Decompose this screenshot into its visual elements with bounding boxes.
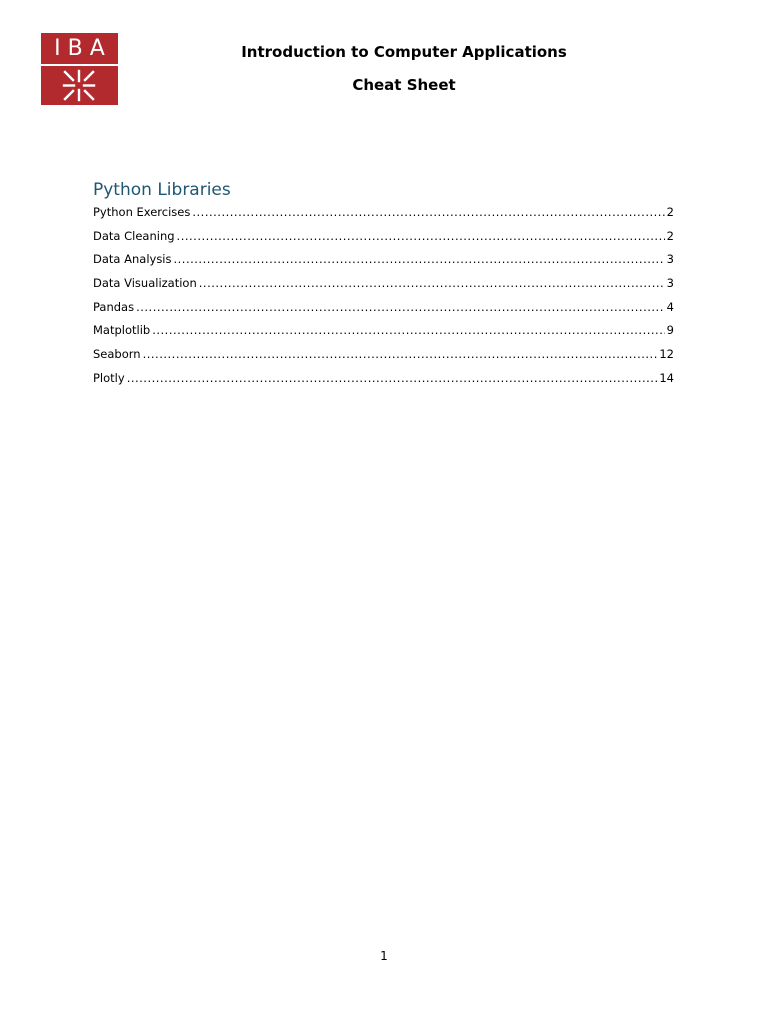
document-subtitle: Cheat Sheet bbox=[352, 76, 456, 94]
toc-entry-page: 2 bbox=[666, 228, 674, 243]
toc-entry-seaborn[interactable] bbox=[93, 345, 674, 369]
toc-entry-plotly[interactable] bbox=[93, 369, 674, 393]
toc-entry-page: 14 bbox=[659, 370, 674, 385]
toc-entry-pandas[interactable] bbox=[93, 298, 674, 322]
toc-entry-label: Seaborn bbox=[93, 347, 141, 362]
iba-logo bbox=[41, 33, 118, 105]
toc-dot-leader bbox=[199, 274, 665, 292]
toc-entry-page: 3 bbox=[666, 276, 674, 291]
toc-dot-leader bbox=[136, 298, 665, 316]
logo-text: IBA bbox=[54, 36, 112, 61]
toc-entry-data-cleaning[interactable] bbox=[93, 227, 674, 251]
toc-entry-page: 4 bbox=[666, 299, 674, 314]
logo-divider bbox=[41, 64, 118, 66]
document-title: Introduction to Computer Applications bbox=[241, 43, 567, 61]
toc-entry-data-visualization[interactable] bbox=[93, 274, 674, 298]
toc-entry-page: 9 bbox=[666, 323, 674, 338]
toc-entry-label: Data Cleaning bbox=[93, 228, 175, 243]
table-of-contents bbox=[93, 203, 674, 393]
toc-dot-leader bbox=[127, 369, 658, 387]
toc-entry-label: Python Exercises bbox=[93, 205, 191, 219]
toc-entry-data-analysis[interactable] bbox=[93, 250, 674, 274]
toc-entry-page: 12 bbox=[659, 347, 674, 362]
logo-emblem-icon bbox=[61, 69, 97, 102]
toc-entry-label: Data Analysis bbox=[93, 252, 172, 267]
toc-dot-leader bbox=[152, 321, 664, 339]
toc-entry-matplotlib[interactable] bbox=[93, 321, 674, 345]
toc-dot-leader bbox=[177, 227, 665, 245]
toc-dot-leader bbox=[174, 250, 665, 268]
toc-entry-label: Data Visualization bbox=[93, 276, 197, 291]
page-number: 1 bbox=[380, 949, 388, 963]
toc-entry-page: 2 bbox=[666, 205, 674, 219]
toc-entry-page: 3 bbox=[666, 252, 674, 267]
toc-entry-label: Plotly bbox=[93, 370, 125, 385]
toc-entry-label: Matplotlib bbox=[93, 323, 151, 338]
toc-dot-leader bbox=[192, 203, 664, 221]
toc-entry-label: Pandas bbox=[93, 299, 135, 314]
toc-heading: Python Libraries bbox=[93, 180, 231, 200]
toc-entry-python-exercises[interactable] bbox=[93, 203, 674, 227]
toc-dot-leader bbox=[143, 345, 658, 363]
